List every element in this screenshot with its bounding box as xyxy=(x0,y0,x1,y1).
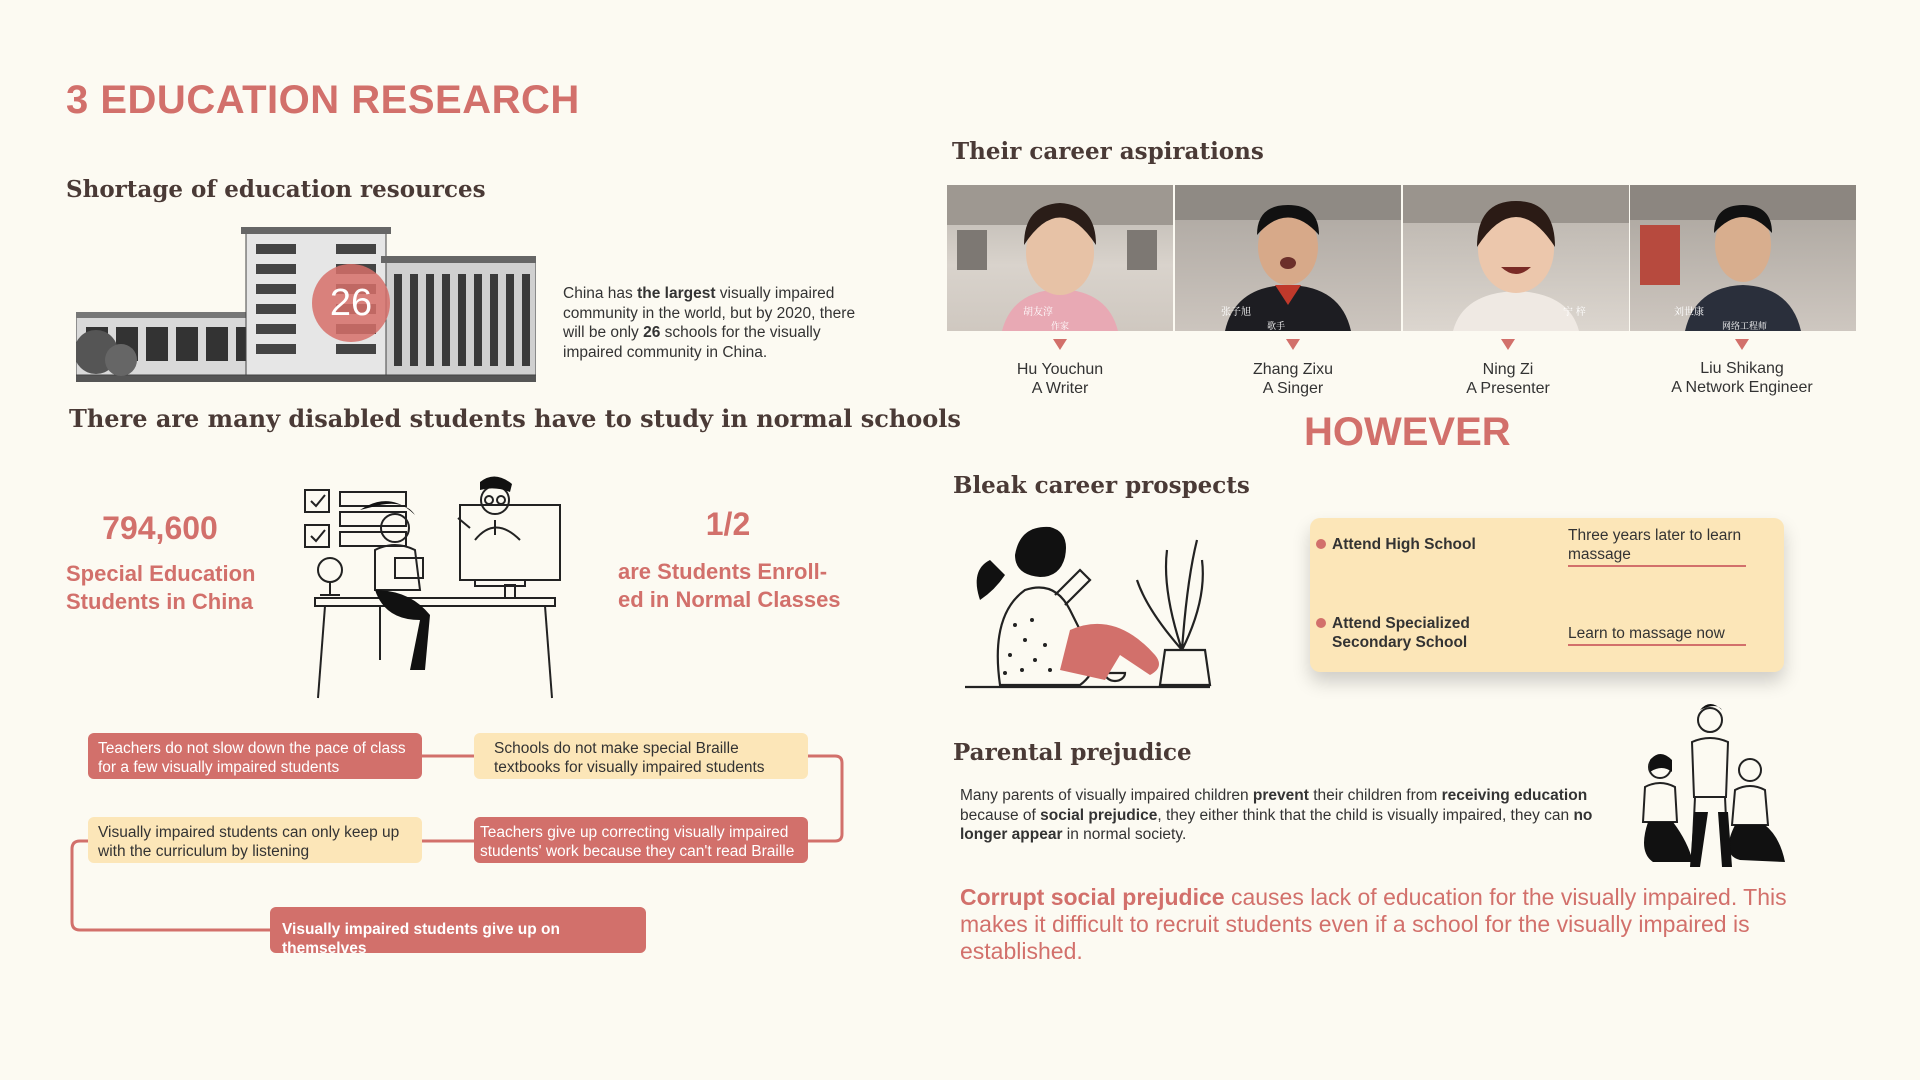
pointer-triangle xyxy=(1286,339,1300,350)
label-line: Special Education xyxy=(66,561,256,586)
outcome-high-school xyxy=(1568,526,1746,567)
parents-group-illustration xyxy=(1630,702,1790,872)
career-heading: Their career aspirations xyxy=(952,138,1264,165)
person-hu-youchun xyxy=(947,360,1173,398)
photo-ning-zi xyxy=(1403,185,1629,331)
stat-ratio-value: 1/2 xyxy=(705,506,751,542)
option-text: Secondary School xyxy=(1332,634,1468,651)
outcome-specialized-school: Learn to massage now xyxy=(1568,624,1746,646)
photo-subcaption: 歌手 xyxy=(1267,321,1286,331)
person-role: A Network Engineer xyxy=(1671,379,1813,396)
flow-text: Teachers give up correcting visually impaired xyxy=(480,824,789,841)
photo-caption: 胡友淳 xyxy=(1023,307,1053,318)
label-line: are Students Enroll- xyxy=(618,559,828,584)
page-title: 3 EDUCATION RESEARCH xyxy=(66,78,580,122)
flow-box-give-up: Visually impaired students give up on themselves xyxy=(270,907,646,953)
flow-box-correcting-work xyxy=(474,817,808,863)
person-name: Zhang Zixu xyxy=(1252,361,1334,378)
photo-subcaption: 网络工程师 xyxy=(1722,321,1768,331)
text-part: their children from xyxy=(1308,787,1442,804)
shortage-heading: Shortage of education resources xyxy=(66,176,486,203)
text-part-bold: 26 xyxy=(643,324,661,341)
label-line: Students in China xyxy=(66,589,253,614)
flow-box-braille-textbooks xyxy=(474,733,808,779)
parental-heading: Parental prejudice xyxy=(953,739,1192,766)
parental-description xyxy=(960,786,1610,845)
bullet-dot xyxy=(1316,618,1326,628)
person-role: A Singer xyxy=(1262,380,1324,397)
text-part: in normal society. xyxy=(1062,826,1187,843)
outcome-text: massage xyxy=(1568,546,1631,563)
option-text: Attend Specialized xyxy=(1332,615,1470,632)
text-part: China has xyxy=(563,285,638,302)
corrupt-prejudice-statement xyxy=(960,884,1860,965)
text-part: because of xyxy=(960,806,1041,824)
bleak-heading: Bleak career prospects xyxy=(953,472,1250,499)
person-name: Hu Youchun xyxy=(1016,361,1104,378)
photo-caption: 刘世康 xyxy=(1674,307,1704,318)
photo-hu-youchun xyxy=(947,185,1173,331)
flow-box-teachers-pace xyxy=(88,733,422,779)
text-part: causes lack of education for the visually impaired. This makes it difficult to recruit students even if a school for the visually impaired is established. xyxy=(960,884,1787,964)
photo-zhang-zixu xyxy=(1175,185,1401,331)
flow-text: students' work because they can't read Braille xyxy=(480,843,795,860)
flow-text: with the curriculum by listening xyxy=(98,843,310,860)
option-specialized-school xyxy=(1332,614,1470,652)
pointer-triangle xyxy=(1735,339,1749,350)
photo-caption: 宁 梓 xyxy=(1563,307,1586,318)
text-part: , they either think that the child is visually impaired, they can xyxy=(1157,806,1574,824)
text-part-bold: the largest xyxy=(637,285,716,302)
label-line: ed in Normal Classes xyxy=(618,587,841,612)
pointer-triangle xyxy=(1501,339,1515,350)
flow-text: for a few visually impaired students xyxy=(98,759,340,776)
person-name: Liu Shikang xyxy=(1700,360,1784,377)
text-part-bold: social prejudice xyxy=(1040,806,1158,824)
text-part-bold: no longer appear xyxy=(960,806,1593,843)
person-name: Ning Zi xyxy=(1482,361,1534,378)
person-ning-zi xyxy=(1395,360,1621,398)
flow-box-listening xyxy=(88,817,422,863)
option-high-school: Attend High School xyxy=(1332,536,1476,553)
text-part-bold: receiving education xyxy=(1441,787,1588,804)
outcome-text: Three years later to learn xyxy=(1568,527,1742,544)
however-heading: HOWEVER xyxy=(1304,410,1511,454)
person-liu-shikang xyxy=(1629,359,1855,397)
prospects-card xyxy=(1310,518,1784,672)
bullet-dot xyxy=(1316,539,1326,549)
text-part-bold: prevent xyxy=(1252,787,1309,804)
flow-text: Visually impaired students can only keep up xyxy=(98,824,400,841)
photo-liu-shikang xyxy=(1630,185,1856,331)
schools-count-badge: 26 xyxy=(312,264,390,342)
person-role: A Writer xyxy=(1031,380,1089,397)
photo-subcaption: 作家 xyxy=(1051,321,1070,331)
reading-woman-illustration xyxy=(960,525,1230,695)
person-role: A Presenter xyxy=(1466,380,1550,397)
person-zhang-zixu xyxy=(1180,360,1406,398)
text-part: schools for the visually impaired community in China. xyxy=(563,324,821,361)
text-part: Many parents of visually impaired children xyxy=(960,787,1253,804)
flow-text: Schools do not make special Braille xyxy=(494,740,739,757)
text-part-bold: Corrupt social prejudice xyxy=(960,884,1225,910)
flow-text: Teachers do not slow down the pace of class xyxy=(98,740,406,757)
disabled-heading: There are many disabled students have to study in normal schools xyxy=(69,404,961,433)
flow-text: textbooks for visually impaired students xyxy=(494,759,765,776)
stat-students-value: 794,600 xyxy=(102,510,218,546)
text-part: visually impaired community in the world, but by 2020, there will be only xyxy=(563,285,856,341)
photo-caption: 张子旭 xyxy=(1221,307,1251,318)
pointer-triangle xyxy=(1053,339,1067,350)
